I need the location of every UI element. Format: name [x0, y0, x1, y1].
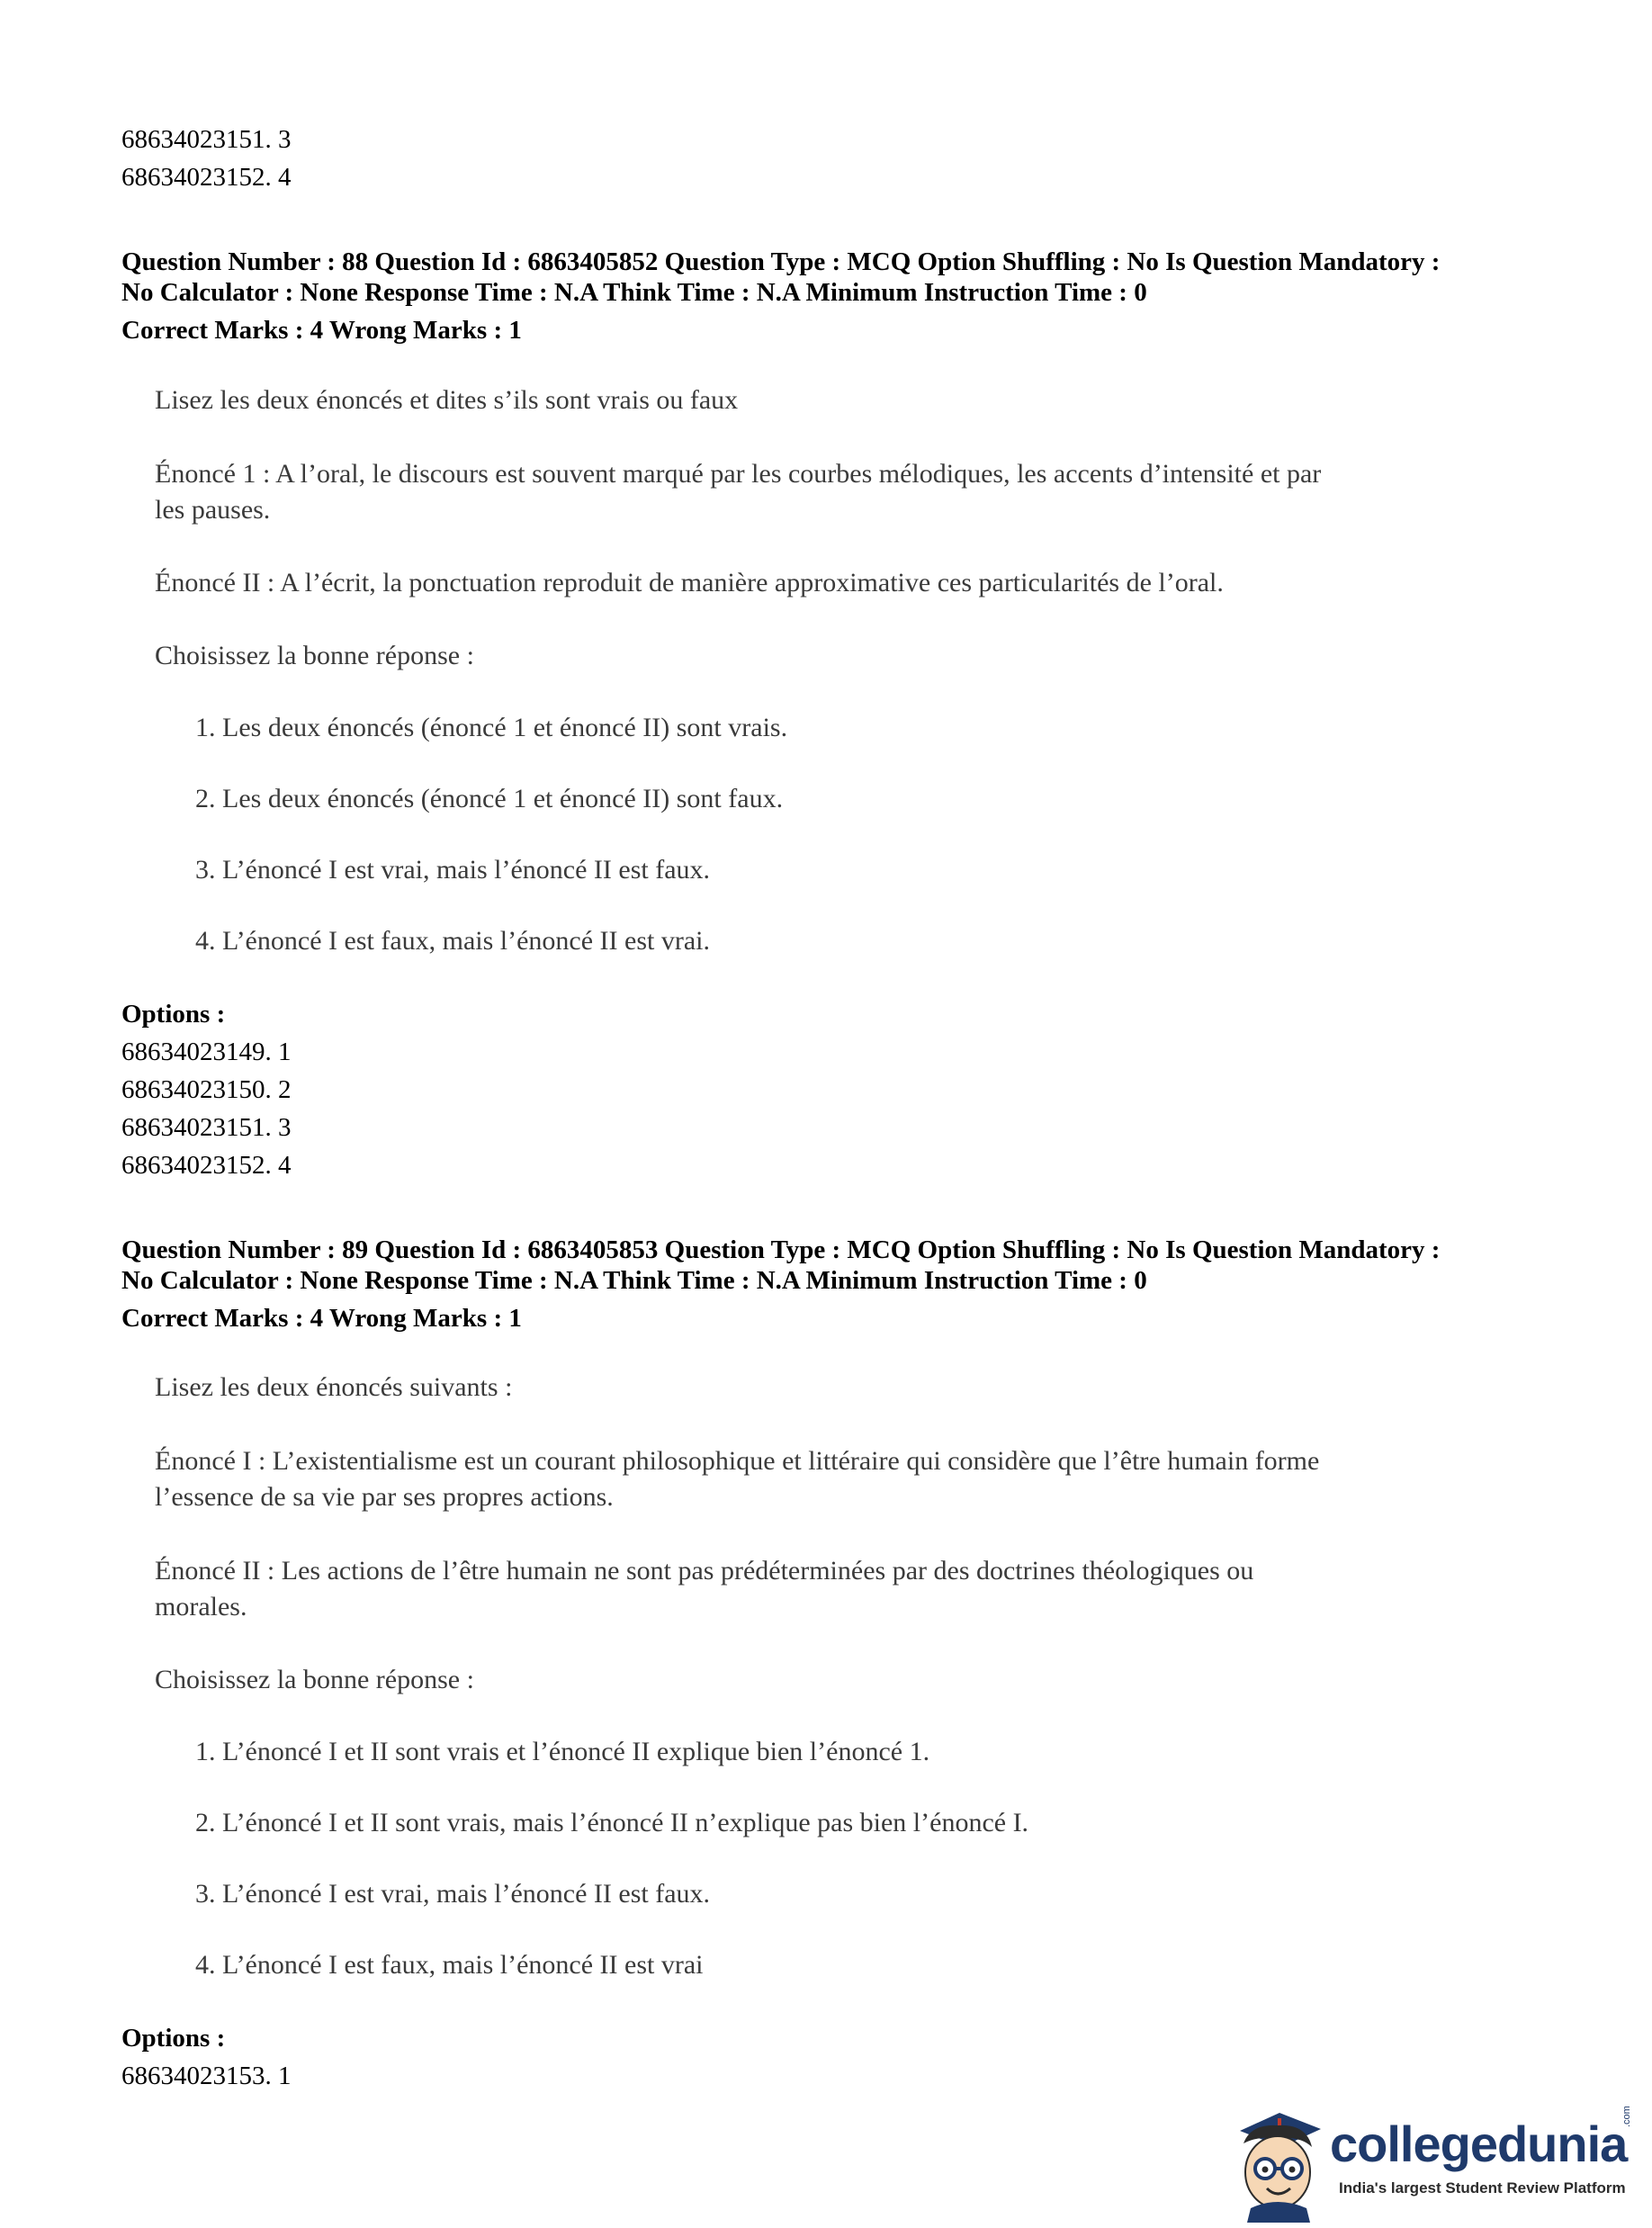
- option-line: 68634023151. 3: [121, 1113, 292, 1142]
- question-89-statement-1-cont: l’essence de sa vie par ses propres actions.: [155, 1482, 614, 1512]
- question-89-choice: 4. L’énoncé I est faux, mais l’énoncé II est vrai: [195, 1950, 704, 1980]
- question-88-statement-1: Énoncé 1 : A l’oral, le discours est souvent marqué par les courbes mélodiques, les accents d’intensité et par: [155, 459, 1322, 489]
- question-89-statement-2-cont: morales.: [155, 1592, 247, 1622]
- question-89-choice: 2. L’énoncé I et II sont vrais, mais l’énoncé II n’explique pas bien l’énoncé I.: [195, 1808, 1029, 1837]
- option-line: 68634023152. 4: [121, 163, 292, 192]
- question-88-choice: 1. Les deux énoncés (énoncé 1 et énoncé II) sont vrais.: [195, 713, 788, 742]
- question-89-marks: Correct Marks : 4 Wrong Marks : 1: [121, 1304, 522, 1333]
- question-89-choice: 1. L’énoncé I et II sont vrais et l’énoncé II explique bien l’énoncé 1.: [195, 1737, 930, 1766]
- question-89-choose: Choisissez la bonne réponse :: [155, 1665, 474, 1694]
- question-88-choice: 4. L’énoncé I est faux, mais l’énoncé II est vrai.: [195, 926, 711, 956]
- question-88-statement-2: Énoncé II : A l’écrit, la ponctuation reproduit de manière approximative ces particularités de l’oral.: [155, 568, 1224, 597]
- question-89-meta-line-1: Question Number : 89 Question Id : 6863405853 Question Type : MCQ Option Shuffling : No Is Question Mandatory :: [121, 1235, 1441, 1264]
- question-89-choice: 3. L’énoncé I est vrai, mais l’énoncé II est faux.: [195, 1879, 711, 1909]
- question-88-choice: 3. L’énoncé I est vrai, mais l’énoncé II est faux.: [195, 855, 711, 885]
- option-line: 68634023150. 2: [121, 1075, 292, 1104]
- question-88-choose: Choisissez la bonne réponse :: [155, 641, 474, 670]
- option-line: 68634023149. 1: [121, 1038, 292, 1066]
- question-88-options-label: Options :: [121, 1000, 226, 1029]
- question-88-choice: 2. Les deux énoncés (énoncé 1 et énoncé II) sont faux.: [195, 784, 784, 813]
- question-89-statement-1: Énoncé I : L’existentialisme est un courant philosophique et littéraire qui considère que l’être humain forme: [155, 1446, 1320, 1476]
- option-line: 68634023153. 1: [121, 2062, 292, 2090]
- logo-tagline: India's largest Student Review Platform: [1339, 2179, 1626, 2197]
- question-88-intro: Lisez les deux énoncés et dites s’ils sont vrais ou faux: [155, 385, 739, 415]
- option-line: 68634023151. 3: [121, 125, 292, 154]
- question-89-intro: Lisez les deux énoncés suivants :: [155, 1372, 513, 1402]
- mascot-icon: [1224, 2097, 1332, 2223]
- question-88-marks: Correct Marks : 4 Wrong Marks : 1: [121, 316, 522, 345]
- question-89-options-label: Options :: [121, 2024, 226, 2053]
- question-88-meta-line-2: No Calculator : None Response Time : N.A Think Time : N.A Minimum Instruction Time : 0: [121, 278, 1147, 307]
- question-89-statement-2: Énoncé II : Les actions de l’être humain ne sont pas prédéterminées par des doctrines théologiques ou: [155, 1556, 1254, 1586]
- option-line: 68634023152. 4: [121, 1151, 292, 1180]
- collegedunia-logo: [1224, 2097, 1638, 2223]
- question-88-meta-line-1: Question Number : 88 Question Id : 6863405852 Question Type : MCQ Option Shuffling : No Is Question Mandatory :: [121, 247, 1441, 276]
- logo-wordmark: collegedunia: [1330, 2116, 1628, 2172]
- logo-com: .com: [1621, 2106, 1632, 2127]
- question-89-meta-line-2: No Calculator : None Response Time : N.A Think Time : N.A Minimum Instruction Time : 0: [121, 1266, 1147, 1295]
- question-88-statement-1-cont: les pauses.: [155, 495, 271, 525]
